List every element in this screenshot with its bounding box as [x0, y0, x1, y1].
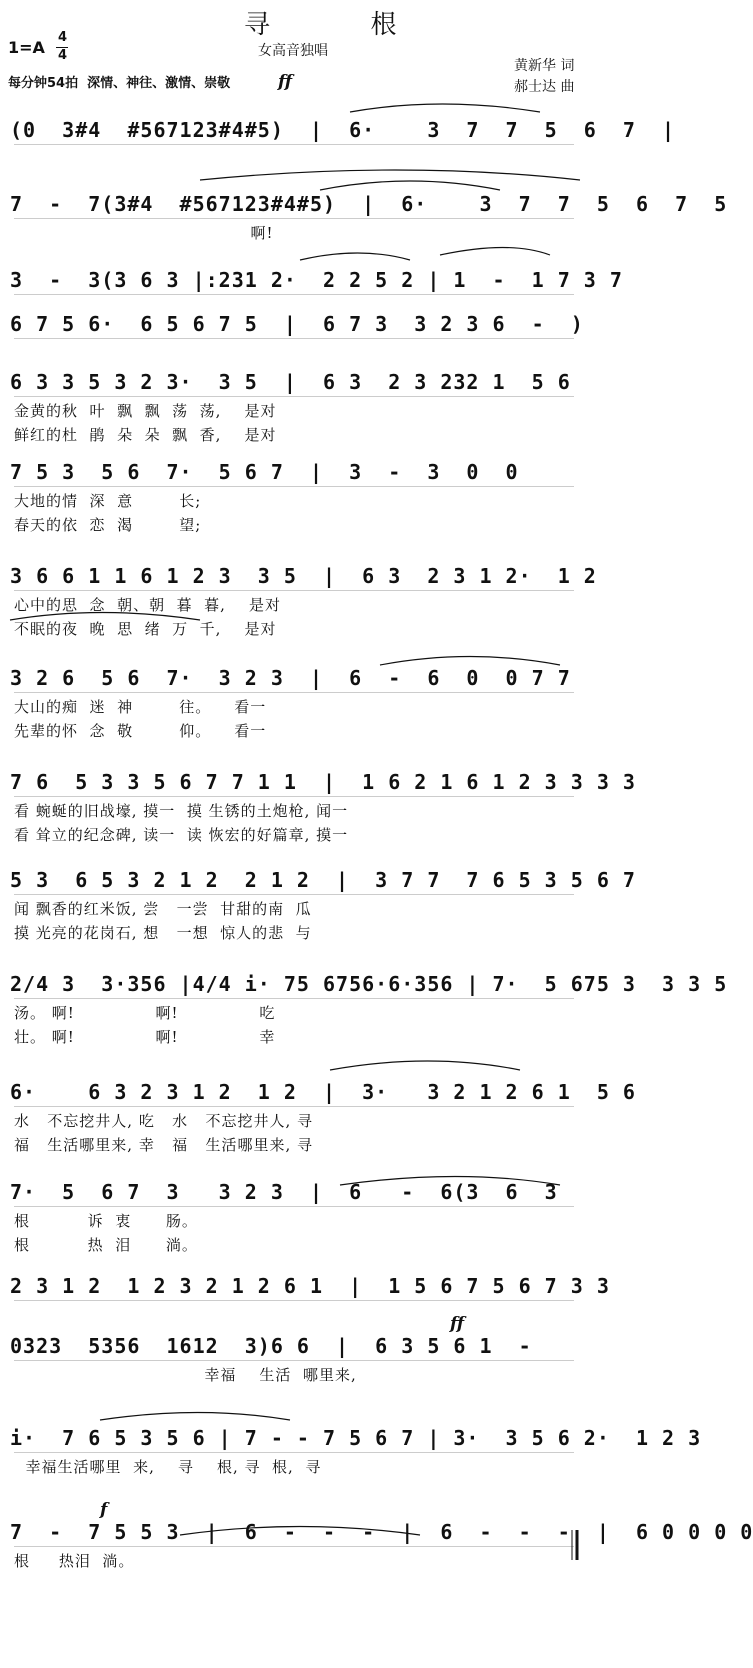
- notation-line: 0323 5356 1612 3)6 6 | 6 3 5 6 1 -: [10, 1334, 532, 1358]
- lyric-line: 根 热泪 淌。: [14, 1552, 135, 1570]
- lyric-line: 鲜红的杜 鹃 朵 朵 飘 香, 是对: [14, 426, 277, 444]
- system-rule: [14, 894, 574, 895]
- lyric-line: 大山的痴 迷 神 往。 看一: [14, 698, 267, 716]
- tempo-marking: 每分钟54拍 深情、神往、激情、崇敬: [8, 76, 231, 91]
- system-rule: [14, 692, 574, 693]
- notation-line: 7 - 7 5 5 3 | 6 - - - | 6 - - - | 6 0 0 0 0: [10, 1520, 753, 1544]
- notation-line: i· 7 6 5 3 5 6 | 7 - - 7 5 6 7 | 3· 3 5 6 2· 1 2 3: [10, 1426, 702, 1450]
- lyric-line: 不眠的夜 晚 思 绪 万 千, 是对: [14, 620, 277, 638]
- dynamic-marking: ff: [450, 1314, 465, 1334]
- system-rule: [14, 1106, 574, 1107]
- system-rule: [14, 998, 574, 999]
- lyric-line: 汤。 啊! 啊! 吃: [14, 1004, 276, 1022]
- lyric-line: 壮。 啊! 啊! 幸: [14, 1028, 276, 1046]
- system-rule: [14, 338, 574, 339]
- system-rule: [14, 486, 574, 487]
- system-rule: [14, 1452, 574, 1453]
- notation-line: 5 3 6 5 3 2 1 2 2 1 2 | 3 7 7 7 6 5 3 5 6 7: [10, 868, 636, 892]
- lyric-line: 闻 飘香的红米饭, 尝 一尝 甘甜的南 瓜: [14, 900, 312, 918]
- lyric-line: 幸福 生活 哪里来,: [14, 1366, 357, 1384]
- lyric-line: 根 热 泪 淌。: [14, 1236, 198, 1254]
- lyric-line: 看 耸立的纪念碑, 读一 读 恢宏的好篇章, 摸一: [14, 826, 349, 844]
- notation-line: 6 3 3 5 3 2 3· 3 5 | 6 3 2 3 232 1 5 6: [10, 370, 571, 394]
- system-rule: [14, 590, 574, 591]
- notation-line: 7· 5 6 7 3 3 2 3 | 6 - 6(3 6 3: [10, 1180, 558, 1204]
- time-signature-top: 4: [58, 30, 68, 45]
- notation-line: 3 2 6 5 6 7· 3 2 3 | 6 - 6 0 0 7 7: [10, 666, 571, 690]
- notation-line: 7 - 7(3#4 #567123#4#5) | 6· 3 7 7 5 6 7 5: [10, 192, 728, 216]
- lyric-line: 根 诉 衷 肠。: [14, 1212, 198, 1230]
- lyric-line: 心中的思 念 朝、朝 暮 暮, 是对: [14, 596, 281, 614]
- system-rule: [14, 1300, 574, 1301]
- lyric-line: 先辈的怀 念 敬 仰。 看一: [14, 722, 267, 740]
- dynamic-marking: f: [100, 1500, 108, 1520]
- notation-line: 2/4 3 3·356 |4/4 i· 75 6756·6·356 | 7· 5 675 3 3 3 5: [10, 972, 728, 996]
- system-rule: [14, 144, 574, 145]
- notation-line: 2 3 1 2 1 2 3 2 1 2 6 1 | 1 5 6 7 5 6 7 3 3: [10, 1274, 610, 1298]
- lyric-line: 大地的情 深 意 长;: [14, 492, 202, 510]
- system-rule: [14, 1360, 574, 1361]
- key-signature: 1=A: [8, 38, 45, 57]
- system-rule: [14, 1206, 574, 1207]
- composer-credit: 郝士达 曲: [514, 79, 575, 95]
- notation-line: 7 5 3 5 6 7· 5 6 7 | 3 - 3 0 0: [10, 460, 519, 484]
- system-rule: [14, 1546, 574, 1547]
- notation-line: 3 - 3(3 6 3 |:231 2· 2 2 5 2 | 1 - 1 7 3 7: [10, 268, 623, 292]
- lyric-line: 看 蜿蜒的旧战壕, 摸一 摸 生锈的土炮枪, 闻一: [14, 802, 349, 820]
- system-rule: [14, 294, 574, 295]
- notation-line: 7 6 5 3 3 5 6 7 7 1 1 | 1 6 2 1 6 1 2 3 3 3 3: [10, 770, 636, 794]
- notation-line: (0 3#4 #567123#4#5) | 6· 3 7 7 5 6 7 |: [10, 118, 676, 142]
- notation-line: 6 7 5 6· 6 5 6 7 5 | 6 7 3 3 2 3 6 - ): [10, 312, 584, 336]
- lyric-line: 春天的依 恋 渴 望;: [14, 516, 202, 534]
- song-title: 寻 根: [244, 10, 425, 40]
- system-rule: [14, 218, 574, 219]
- system-rule: [14, 796, 574, 797]
- time-signature-bottom: 4: [58, 48, 68, 63]
- lyricist-credit: 黄新华 词: [514, 58, 575, 74]
- lyric-line: 幸福生活哪里 来, 寻 根, 寻 根, 寻: [14, 1458, 322, 1476]
- opening-dynamic: ff: [278, 72, 293, 92]
- lyric-line: 福 生活哪里来, 幸 福 生活哪里来, 寻: [14, 1136, 313, 1154]
- song-subtitle: 女高音独唱: [258, 43, 328, 59]
- notation-line: 6· 6 3 2 3 1 2 1 2 | 3· 3 2 1 2 6 1 5 6: [10, 1080, 636, 1104]
- lyric-line: 金黄的秋 叶 飘 飘 荡 荡, 是对: [14, 402, 277, 420]
- lyric-line: 摸 光亮的花岗石, 想 一想 惊人的悲 与: [14, 924, 312, 942]
- lyric-line: 水 不忘挖井人, 吃 水 不忘挖井人, 寻: [14, 1112, 313, 1130]
- system-rule: [14, 396, 574, 397]
- lyric-line: 啊!: [14, 224, 274, 242]
- notation-line: 3 6 6 1 1 6 1 2 3 3 5 | 6 3 2 3 1 2· 1 2: [10, 564, 597, 588]
